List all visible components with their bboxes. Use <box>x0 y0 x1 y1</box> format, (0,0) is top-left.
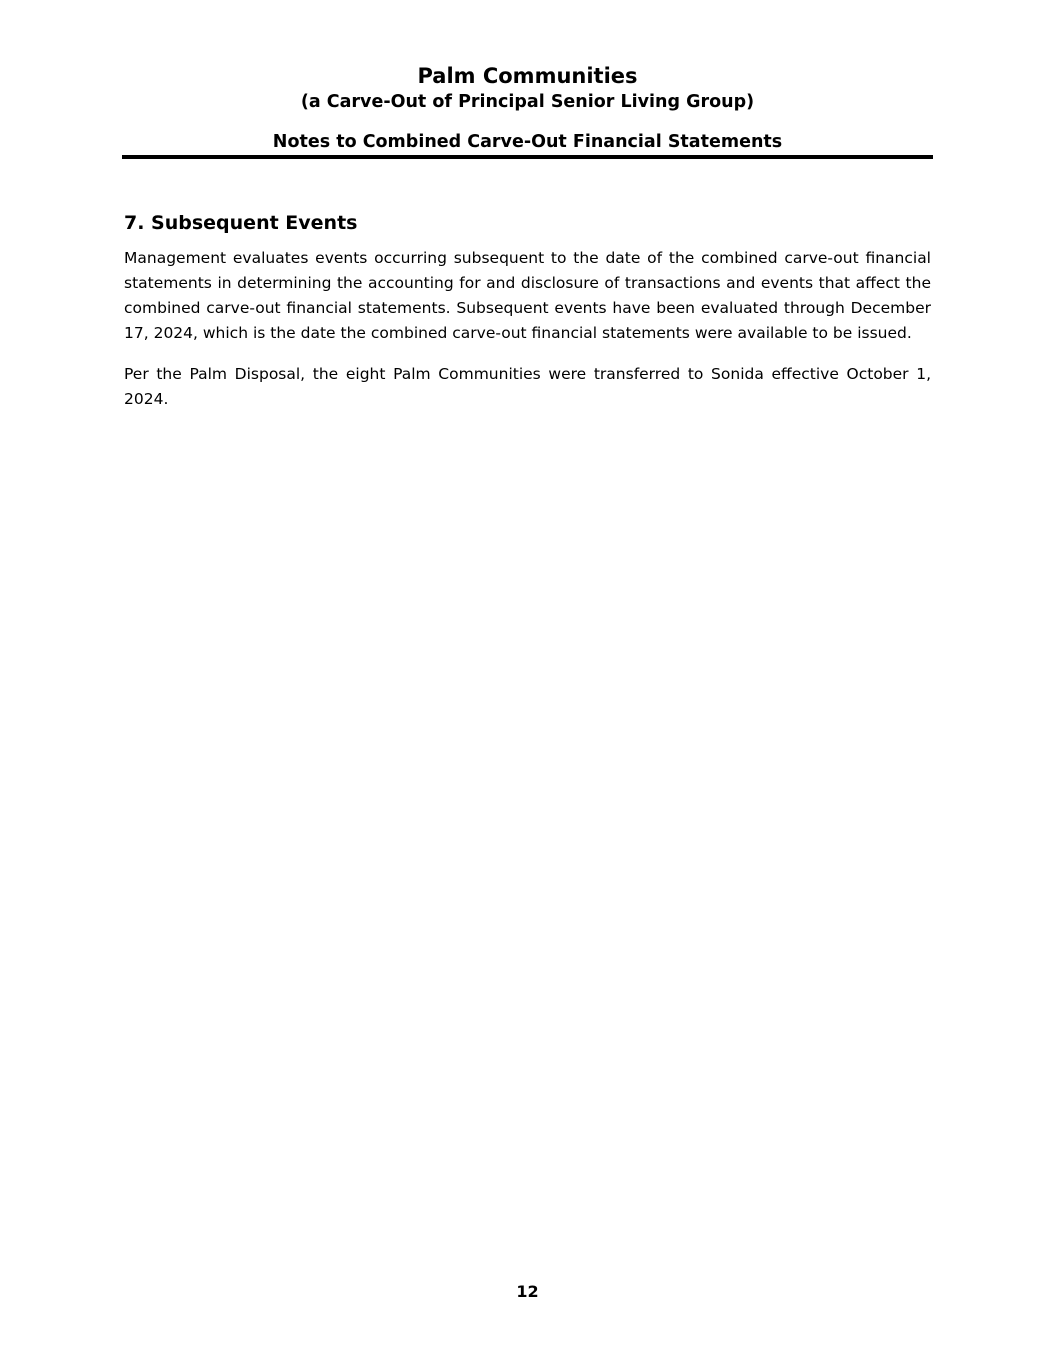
page-number: 12 <box>516 1282 539 1301</box>
company-subtitle: (a Carve-Out of Principal Senior Living Group) <box>300 92 755 112</box>
company-name: Palm Communities <box>417 64 638 88</box>
header-rule <box>122 155 933 159</box>
paragraph-management-evaluation: Management evaluates events occurring subsequent to the date of the combined carve-out financial statements in determining the accounting for and disclosure of transactions and events that affect the combined carve-out financial statements. Subsequent events have been evaluated through December 17, 2024, which is the date the combined carve-out financial statements were available to be issued. <box>124 249 931 342</box>
page-header <box>122 62 933 154</box>
section-heading: 7. Subsequent Events <box>124 212 358 234</box>
paragraph-palm-disposal: Per the Palm Disposal, the eight Palm Communities were transferred to Sonida effective October 1, 2024. <box>124 365 931 408</box>
statement-title: Notes to Combined Carve-Out Financial Statements <box>272 132 783 152</box>
note-section <box>124 210 931 428</box>
